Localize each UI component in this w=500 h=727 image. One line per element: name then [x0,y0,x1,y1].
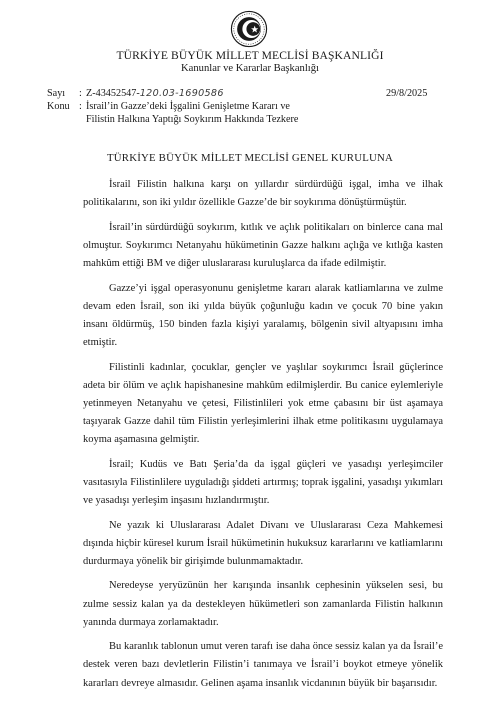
document-number-printed: Z-43452547- [86,88,140,99]
tbmm-emblem-icon [230,10,268,48]
subject-line-2: Filistin Halkına Yaptığı Soykırım Hakkında Tezkere [86,114,299,125]
konu-label: Konu [47,101,70,112]
sayi-label: Sayı [47,88,66,99]
paragraph: İsrail Filistin halkına karşı on yıllardır sürdürdüğü işgal, imha ve ilhak politikalarını, son iki yıldır özellikle Gazze’de bir soykırıma dönüştürmüştür. [83,179,443,209]
addressee: TÜRKİYE BÜYÜK MİLLET MECLİSİ GENEL KURULUNA [107,152,393,164]
document-body [83,176,443,699]
department-title: Kanunlar ve Kararlar Başkanlığı [181,63,319,74]
sayi-colon: : [79,88,82,99]
document-number [86,88,224,99]
paragraph: Filistinli kadınlar, çocuklar, gençler ve yaşlılar soykırımcı İsrail güçlerince adeta bir ölüm ve açlık hapishanesine mahkûm edilmişlerdir. Bu canice eylemleriyle yetinmeyen Netanyahu ve çetesi, Filistinlileri yok etme çabasını bir üst aşamaya taşıyarak Gazze dahil tüm Filistin yerleşimlerini ilhak etme politikasını uygulamaya koyma aşamasına gelmiştir. [83,361,443,445]
paragraph: İsrail’in sürdürdüğü soykırım, kıtlık ve açlık politikaları on binlerce cana mal olmuştur. Soykırımcı Netanyahu hükümetinin Gazze halkını açlığa ve kıtlığa kasten mahkûm ettiği BM ve diğer uluslararası kuruluşlarca da ifade edilmiştir. [83,221,443,269]
organization-title: TÜRKİYE BÜYÜK MİLLET MECLİSİ BAŞKANLIĞI [116,49,384,62]
document-number-handwritten: 120.03-1690586 [139,88,224,99]
subject-line-1: İsrail’in Gazze’deki İşgalini Genişletme Kararı ve [86,101,290,112]
paragraph: Ne yazık ki Uluslararası Adalet Divanı ve Uluslararası Ceza Mahkemesi dışında hiçbir küresel kurum İsrail hükümetinin hukuksuz kararlarını ve katliamlarını durdurmaya yönelik bir girişimde bulunmamaktadır. [83,519,443,567]
paragraph: İsrail; Kudüs ve Batı Şeria’da da işgal güçleri ve yasadışı yerleşimciler vasıtasıyla Filistinlilere uyguladığı şiddeti artırmış; toprak işgalini, yasadışı yıkımları ve yasadışı yerleşim inşasını hızlandırmıştır. [83,458,443,506]
paragraph: Bu karanlık tablonun umut veren tarafı ise daha önce sessiz kalan ya da İsrail’e destek veren bazı devletlerin Filistin’i tanımaya ve İsrail’i boykot etmeye yönelik kararları devreye almasıdır. Gelinen aşama insanlık vicdanının büyük bir başarısıdır. [83,641,443,689]
paragraph: Neredeyse yeryüzünün her karışında insanlık cephesinin yükselen sesi, bu zulme sessiz kalan ya da destekleyen hükümetleri son zamanlarda Filistin halkının yanında durmaya zorlamaktadır. [83,580,443,628]
konu-colon: : [79,101,82,112]
document-date: 29/8/2025 [386,88,428,99]
paragraph: Gazze’yi işgal operasyonunu genişletme kararı alarak katliamlarına ve zulme devam eden İsrail, son iki yılda büyük çoğunluğu kadın ve çocuk 70 bine yakın insanı öldürmüş, 150 binden fazla kişiyi yaralamış, bölgenin sivil altyapısını imha etmiştir. [83,282,443,348]
